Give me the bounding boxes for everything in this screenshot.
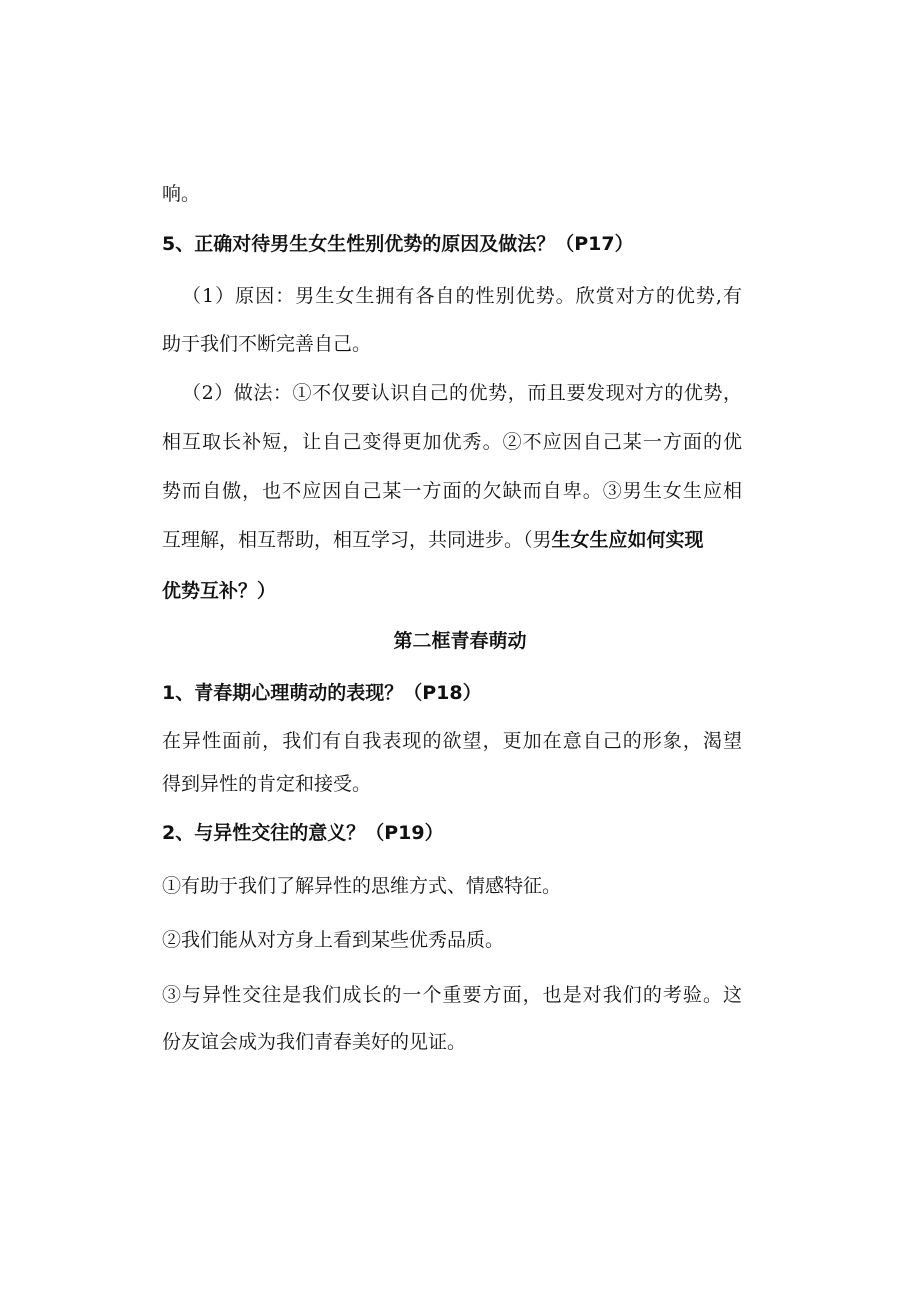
text-segment: 互理解，相互帮助，相互学习，共同进步。（男 xyxy=(162,529,552,551)
question-heading: 2、与异性交往的意义？（P19） xyxy=(162,822,444,844)
text-line xyxy=(162,527,762,553)
text-line: 相互取长补短，让自己变得更加优秀。②不应因自己某一方面的优 xyxy=(162,431,742,453)
text-line: 在异性面前，我们有自我表现的欲望，更加在意自己的形象，渴望 xyxy=(162,730,742,752)
list-item: ②我们能从对方身上看到某些优秀品质。 xyxy=(162,929,505,951)
question-heading: 5、正确对待男生女生性别优势的原因及做法？（P17） xyxy=(162,233,634,255)
text-line: 份友谊会成为我们青春美好的见证。 xyxy=(162,1031,467,1053)
list-item: ③与异性交往是我们成长的一个重要方面，也是对我们的考验。这 xyxy=(162,984,742,1006)
text-line: 助于我们不断完善自己。 xyxy=(162,333,372,355)
text-line: 响。 xyxy=(162,183,201,205)
bold-question-segment: 优势互补？） xyxy=(162,580,277,602)
text-line: （1）原因：男生女生拥有各自的性别优势。欣赏对方的优势,有 xyxy=(182,285,742,307)
list-item: ①有助于我们了解异性的思维方式、情感特征。 xyxy=(162,875,562,897)
text-line: 势而自傲，也不应因自己某一方面的欠缺而自卑。③男生女生应相 xyxy=(162,480,742,502)
text-line: （2）做法：①不仅要认识自己的优势，而且要发现对方的优势， xyxy=(182,382,742,404)
text-line: 得到异性的肯定和接受。 xyxy=(162,773,372,795)
bold-question-segment: 生女生应如何实现 xyxy=(551,529,704,551)
question-heading: 1、青春期心理萌动的表现？（P18） xyxy=(162,682,482,704)
section-title: 第二框青春萌动 xyxy=(393,630,527,652)
